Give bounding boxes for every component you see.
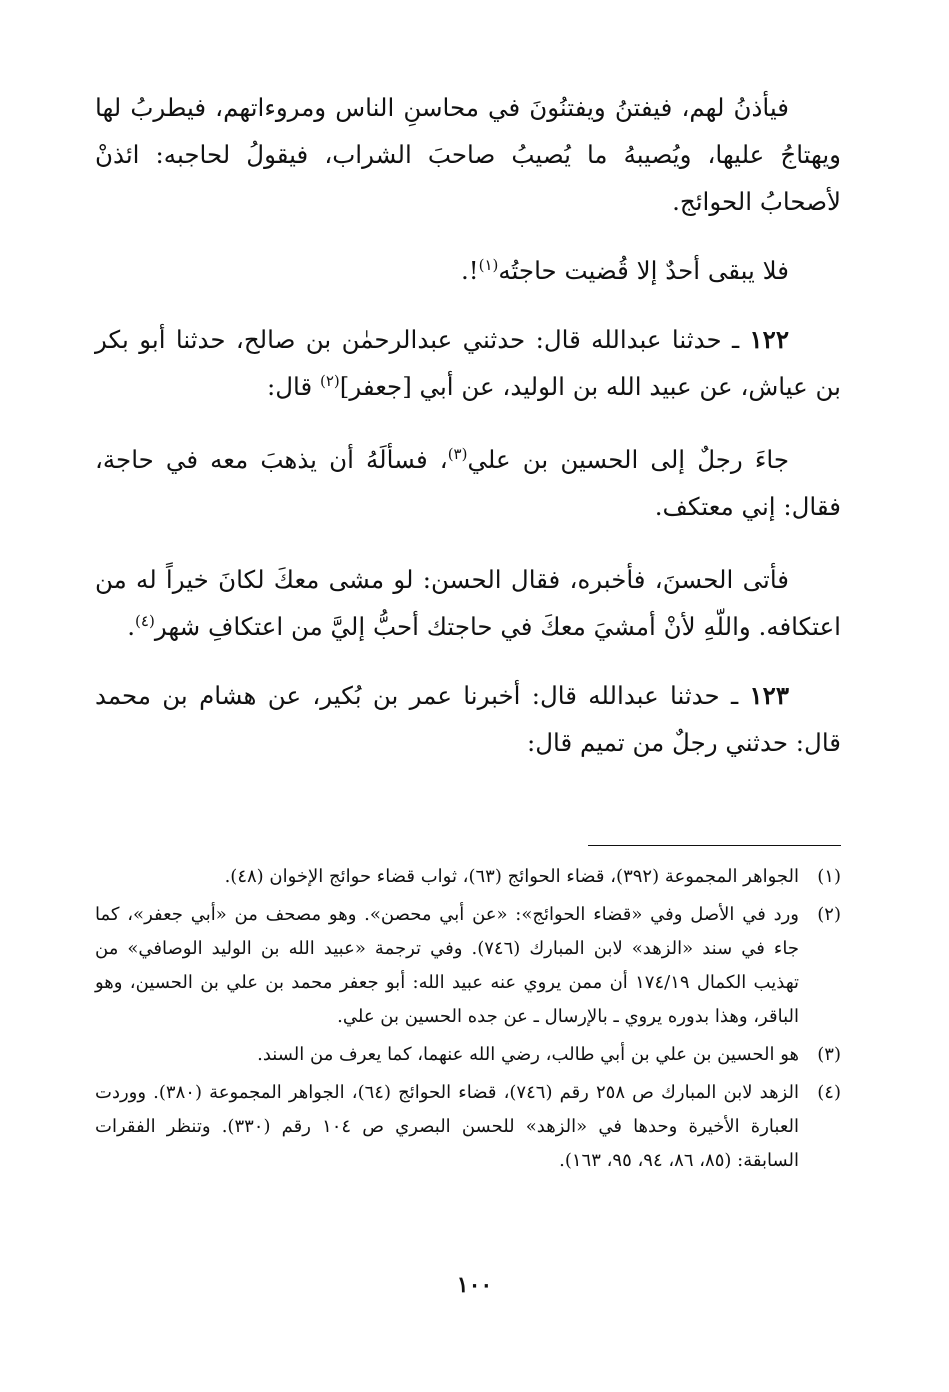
footnote-text: الزهد لابن المبارك ص ٢٥٨ رقم (٧٤٦)، قضاء الحوائج (٦٤)، الجواهر المجموعة (٣٨٠). ووردت العبارة الأخيرة وحدها في «الزهد» للحسن البصري ص ١٠٤ رقم (٣٣٠). وتنظر الفقرات السابقة: (٨٥، ٨٦، ٩٤، ٩٥، ١٦٣). [95,1082,799,1171]
hadith-122-number: ١٢٢ [749,325,789,354]
hadith-122-text: ـ حدثنا عبدالله قال: حدثني عبدالرحمٰن بن صالح، حدثنا أبو بكر بن عياش، عن عبيد الله بن الوليد، عن أبي [جعفر] [95,325,841,401]
paragraph-2 [95,247,841,294]
footnote-text: هو الحسين بن علي بن أبي طالب، رضي الله عنهما، كما يعرف من السند. [257,1044,799,1065]
footnote-item [95,860,841,894]
hadith-122-end: قال: [266,372,320,401]
paragraph-3 [95,436,841,530]
paragraph-2-end: !. [460,256,479,285]
main-text [95,84,841,766]
page-number: ١٠٠ [456,1272,493,1298]
paragraph-1: فيأذنُ لهم، فيفتنُ ويفتنُونَ في محاسنِ الناس ومروءاتهم، فيطربُ لها ويهتاجُ عليها، ويُصيبهُ ما يُصيبُ صاحبَ الشراب، فيقولُ لحاجبه: ائذنْ لأصحابُ الحوائج. [95,93,841,216]
paragraph-4-end: . [127,612,136,641]
paragraph-3-text: جاءَ رجلٌ إلى الحسين بن علي [467,445,789,474]
footnote-number: (٢) [817,904,841,925]
footnote-ref-4: (٤) [135,611,155,630]
footnote-item [95,1076,841,1178]
footnotes [95,860,841,1182]
footnote-ref-2: (٢) [319,371,340,390]
paragraph-4 [95,556,841,650]
paragraph-4-text: فأتى الحسنَ، فأخبره، فقال الحسن: لو مشى معكَ لكانَ خيراً له من اعتكافه. واللّهِ لأنْ أمشيَ معكَ في حاجتك أحبُّ إليَّ من اعتكافِ شهر [95,565,841,641]
hadith-123-text: ـ حدثنا عبدالله قال: أخبرنا عمر بن بُكير، عن هشام بن محمد قال: حدثني رجلٌ من تميم قال: [95,681,841,757]
footnote-ref-3: (٣) [447,444,468,463]
paragraph-2-text: فلا يبقى أحدٌ إلا قُضيت حاجتُه [498,256,789,285]
footnote-ref-1: (١) [478,255,499,274]
footnote-item [95,1038,841,1072]
hadith-123-heading [95,672,841,766]
footnote-item [95,898,841,1034]
footnote-divider [588,845,841,846]
hadith-123-number: ١٢٣ [749,681,789,710]
footnote-number: (١) [817,866,841,887]
footnote-number: (٣) [817,1044,841,1065]
paragraph-3-end: ، فسألَهُ أن يذهبَ معه في حاجة، فقال: إني معتكف. [95,445,841,521]
footnote-number: (٤) [817,1082,841,1103]
footnote-text: الجواهر المجموعة (٣٩٢)، قضاء الحوائج (٦٣)، ثواب قضاء حوائج الإخوان (٤٨). [224,866,799,887]
hadith-122-heading [95,316,841,410]
footnote-text: ورد في الأصل وفي «قضاء الحوائج»: «عن أبي محصن». وهو مصحف من «أبي جعفر»، كما جاء في سند «الزهد» لابن المبارك (٧٤٦). وفي ترجمة «عبيد الله بن الوليد الوصافي» من تهذيب الكمال ١٧٤/١٩ أن ممن يروي عنه عبيد الله: أبو جعفر محمد بن علي بن الحسين، وهو الباقر، وهذا بدوره يروي ـ بالإرسال ـ عن جده الحسين بن علي. [95,904,799,1027]
